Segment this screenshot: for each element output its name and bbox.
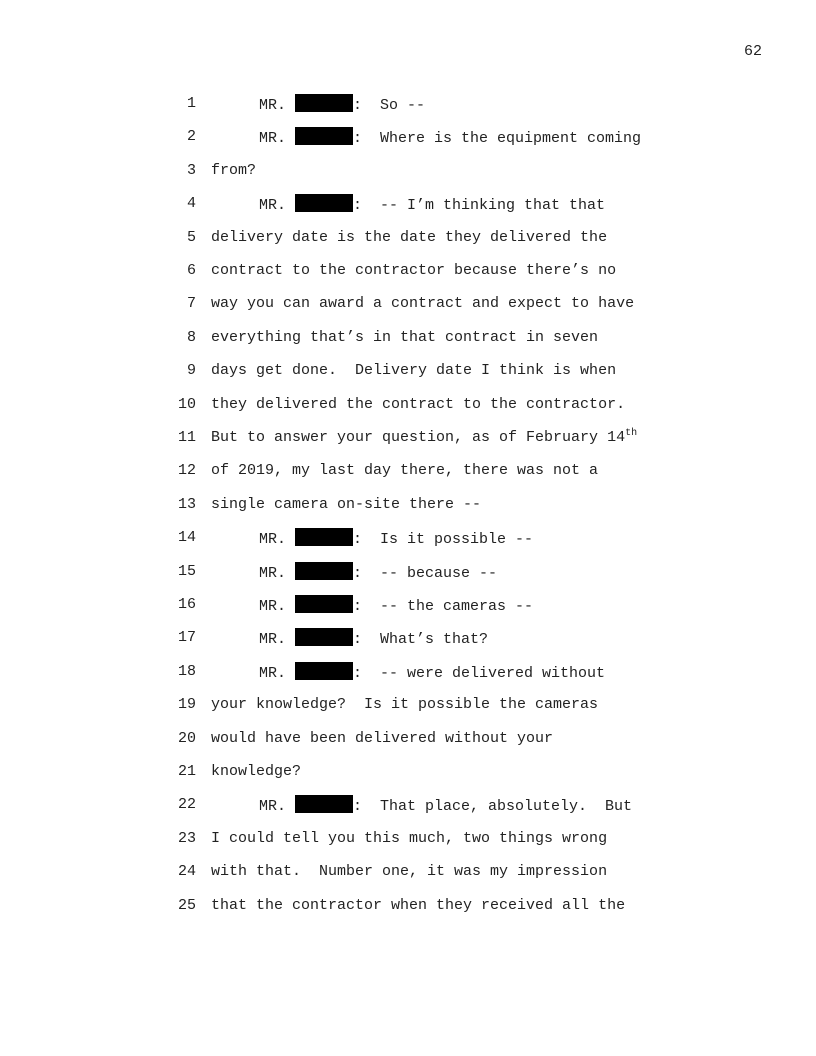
speaker-line-text bbox=[259, 628, 488, 650]
redaction-box bbox=[295, 94, 353, 112]
transcript-line bbox=[0, 161, 816, 181]
transcript-line bbox=[0, 729, 816, 749]
line-content: with that. Number one, it was my impression bbox=[211, 863, 608, 881]
transcript-line bbox=[0, 528, 816, 548]
transcript-line bbox=[0, 595, 816, 615]
line-number: 3 bbox=[186, 161, 196, 179]
transcript-line bbox=[0, 896, 816, 916]
line-content: knowledge? bbox=[211, 763, 302, 780]
line-number: 25 bbox=[177, 896, 196, 914]
line-number: 21 bbox=[177, 763, 196, 780]
speaker-line-text bbox=[259, 595, 533, 617]
line-text bbox=[211, 862, 607, 882]
page-number: 62 bbox=[743, 43, 762, 60]
transcript-line bbox=[0, 428, 816, 448]
speaker-line-text bbox=[259, 94, 425, 116]
line-text bbox=[211, 361, 616, 381]
speaker-line-text bbox=[259, 528, 533, 550]
line-number: 22 bbox=[177, 796, 196, 814]
line-number: 17 bbox=[177, 629, 196, 647]
speaker-title: MR. bbox=[259, 531, 296, 549]
line-content: : Is it possible -- bbox=[353, 531, 534, 549]
line-number: 20 bbox=[177, 729, 196, 747]
line-number: 11 bbox=[177, 429, 196, 446]
redaction-box bbox=[295, 127, 353, 145]
redaction-box bbox=[295, 795, 353, 813]
line-number: 23 bbox=[177, 829, 196, 847]
line-text bbox=[211, 395, 625, 415]
line-content: I could tell you this much, two things wrong bbox=[211, 829, 608, 847]
transcript-line bbox=[0, 662, 816, 682]
ordinal-superscript: th bbox=[625, 428, 638, 439]
speaker-title: MR. bbox=[259, 564, 296, 582]
speaker-title: MR. bbox=[259, 130, 296, 148]
line-content: : -- the cameras -- bbox=[353, 598, 534, 615]
line-text bbox=[211, 294, 634, 314]
line-content: delivery date is the date they delivered the bbox=[211, 228, 608, 246]
line-text bbox=[211, 228, 607, 248]
line-number: 9 bbox=[186, 362, 196, 380]
line-content: would have been delivered without your bbox=[211, 729, 554, 747]
transcript-line bbox=[0, 261, 816, 281]
line-number: 2 bbox=[186, 128, 196, 146]
line-content: : -- were delivered without bbox=[353, 664, 606, 682]
line-content: : That place, absolutely. But bbox=[353, 798, 633, 816]
line-content: everything that’s in that contract in seven bbox=[211, 328, 599, 346]
redaction-box bbox=[295, 662, 353, 680]
line-text bbox=[211, 328, 598, 348]
line-content: that the contractor when they received all the bbox=[211, 896, 626, 914]
line-content: contract to the contractor because there’s no bbox=[211, 262, 617, 279]
speaker-title: MR. bbox=[259, 631, 296, 649]
line-text bbox=[211, 428, 637, 448]
line-content: way you can award a contract and expect to have bbox=[211, 295, 635, 313]
speaker-line-text bbox=[259, 795, 632, 817]
line-number: 24 bbox=[177, 863, 196, 881]
line-number: 12 bbox=[177, 462, 196, 480]
line-text bbox=[211, 161, 256, 181]
line-number: 4 bbox=[186, 195, 196, 213]
line-number: 8 bbox=[186, 328, 196, 346]
line-text bbox=[211, 261, 616, 281]
line-text bbox=[211, 495, 481, 515]
line-number: 5 bbox=[186, 228, 196, 246]
line-number: 15 bbox=[177, 562, 196, 580]
speaker-title: MR. bbox=[259, 798, 296, 816]
line-number: 16 bbox=[177, 596, 196, 613]
speaker-title: MR. bbox=[259, 598, 296, 615]
transcript-line bbox=[0, 94, 816, 114]
line-content: days get done. Delivery date I think is when bbox=[211, 362, 617, 380]
line-content: : What’s that? bbox=[353, 631, 489, 649]
speaker-line-text bbox=[259, 127, 641, 149]
line-text bbox=[211, 729, 553, 749]
transcript-line bbox=[0, 328, 816, 348]
line-text bbox=[211, 896, 625, 916]
transcript-line bbox=[0, 862, 816, 882]
speaker-title: MR. bbox=[259, 664, 296, 682]
transcript-line bbox=[0, 695, 816, 715]
transcript-line bbox=[0, 228, 816, 248]
line-number: 7 bbox=[186, 295, 196, 313]
line-content: your knowledge? Is it possible the cameras bbox=[211, 696, 599, 714]
line-content: : -- I’m thinking that that bbox=[353, 197, 606, 215]
line-number: 1 bbox=[186, 95, 196, 112]
transcript-line bbox=[0, 628, 816, 648]
line-text bbox=[211, 762, 301, 782]
transcript-line bbox=[0, 795, 816, 815]
transcript-line bbox=[0, 194, 816, 214]
line-content: of 2019, my last day there, there was not a bbox=[211, 462, 599, 480]
transcript-line bbox=[0, 294, 816, 314]
line-number: 10 bbox=[177, 395, 196, 413]
redaction-box bbox=[295, 194, 353, 212]
line-number: 13 bbox=[177, 495, 196, 513]
speaker-title: MR. bbox=[259, 97, 296, 114]
line-text bbox=[211, 829, 607, 849]
speaker-title: MR. bbox=[259, 197, 296, 215]
speaker-line-text bbox=[259, 194, 605, 216]
line-content: they delivered the contract to the contractor. bbox=[211, 395, 626, 413]
redaction-box bbox=[295, 595, 353, 613]
line-content: : -- because -- bbox=[353, 564, 498, 582]
line-number: 14 bbox=[177, 529, 196, 547]
line-content: : Where is the equipment coming bbox=[353, 130, 642, 148]
transcript-line bbox=[0, 562, 816, 582]
speaker-line-text bbox=[259, 662, 605, 684]
line-content: But to answer your question, as of February 14 bbox=[211, 429, 626, 446]
transcript-line bbox=[0, 361, 816, 381]
line-text bbox=[211, 461, 598, 481]
redaction-box bbox=[295, 562, 353, 580]
redaction-box bbox=[295, 528, 353, 546]
transcript-line bbox=[0, 395, 816, 415]
transcript-line bbox=[0, 127, 816, 147]
transcript-line bbox=[0, 461, 816, 481]
speaker-line-text bbox=[259, 562, 497, 584]
transcript-line bbox=[0, 762, 816, 782]
transcript-line bbox=[0, 829, 816, 849]
transcript-line bbox=[0, 495, 816, 515]
line-number: 18 bbox=[177, 662, 196, 680]
line-content: : So -- bbox=[353, 97, 426, 114]
line-number: 19 bbox=[177, 696, 196, 714]
redaction-box bbox=[295, 628, 353, 646]
line-number: 6 bbox=[186, 262, 196, 279]
line-content: single camera on-site there -- bbox=[211, 495, 482, 513]
line-content: from? bbox=[211, 161, 257, 179]
line-text bbox=[211, 695, 598, 715]
